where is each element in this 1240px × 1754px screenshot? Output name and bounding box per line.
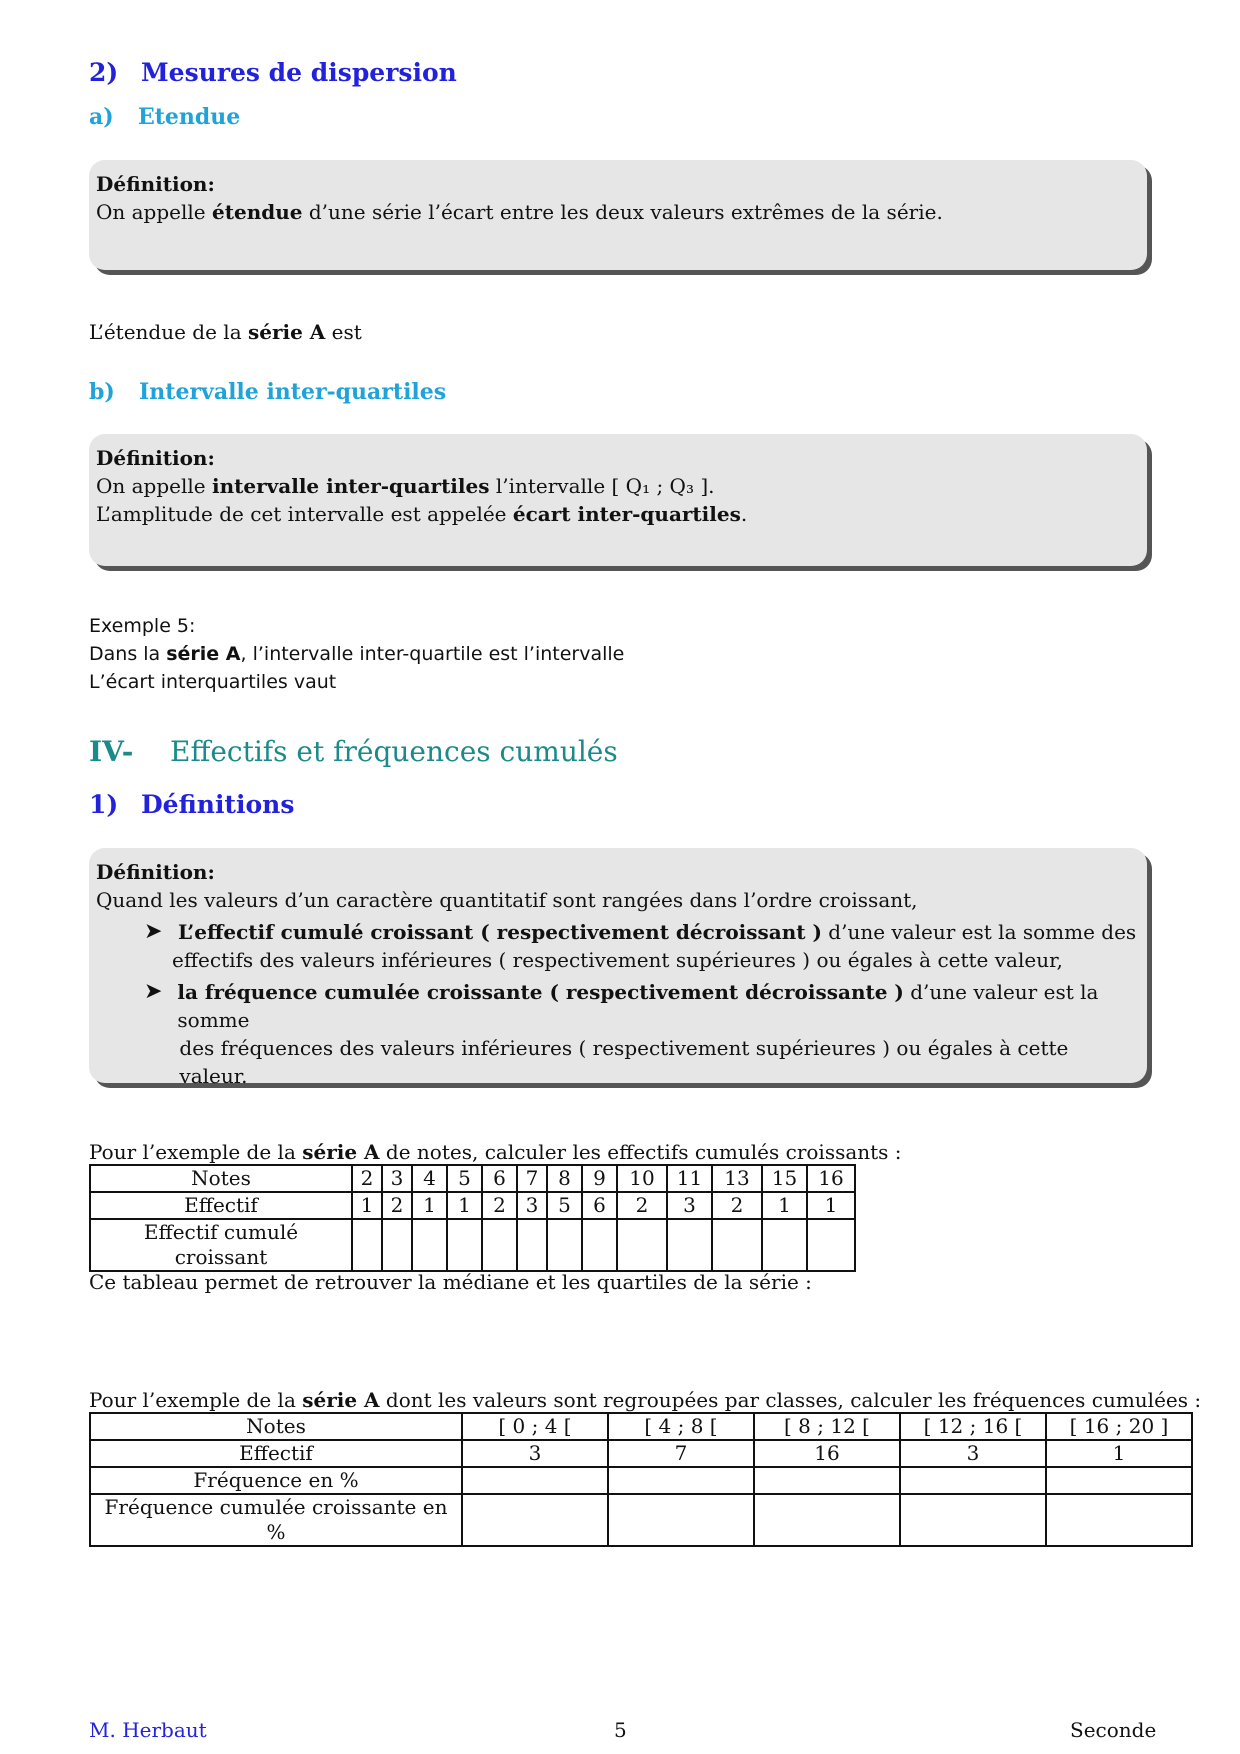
table-cell: 16: [807, 1165, 855, 1192]
footer-page-number: 5: [614, 1718, 627, 1742]
table-row: [90, 1467, 1192, 1494]
table-cell: 6: [482, 1165, 517, 1192]
empty-answer-cell[interactable]: [608, 1494, 754, 1546]
definition-title: Définition:: [96, 860, 215, 884]
subheading-etendue: a) Etendue: [89, 104, 241, 130]
footer-author: M. Herbaut: [89, 1718, 207, 1742]
table-cell: 1: [352, 1192, 382, 1219]
bullet-effectif-cumule: ➤ L’effectif cumulé croissant ( respectivement décroissant ) d’une valeur est la somme des effectifs des valeurs inférieures ( respectivement supérieures ) ou égales à cette valeur,: [96, 918, 1140, 974]
subheading-interquartiles: b) Intervalle inter-quartiles: [89, 379, 447, 405]
table-cell: 4: [412, 1165, 447, 1192]
definition-box-interquartiles: [89, 434, 1147, 566]
table-cell: 1: [807, 1192, 855, 1219]
table-cell: 13: [712, 1165, 762, 1192]
table-cell: 15: [762, 1165, 807, 1192]
table-cell: 2: [712, 1192, 762, 1219]
table-cell: 3: [667, 1192, 712, 1219]
footer-class: Seconde: [1070, 1718, 1157, 1742]
table-cell: 3: [517, 1192, 547, 1219]
table-row: [90, 1413, 1192, 1440]
row-label: Notes: [90, 1165, 352, 1192]
empty-answer-cell[interactable]: [667, 1219, 712, 1271]
table-cell: 2: [352, 1165, 382, 1192]
table1-after-text: Ce tableau permet de retrouver la médiane et les quartiles de la série :: [89, 1270, 812, 1294]
table-cell: 16: [754, 1440, 900, 1467]
definition-box-cumules: [89, 848, 1147, 1088]
row-label: Effectif: [90, 1192, 352, 1219]
empty-answer-cell[interactable]: [608, 1467, 754, 1494]
definition-line-1: On appelle intervalle inter-quartiles l’intervalle [ Q₁ ; Q₃ ].: [96, 474, 715, 498]
table-row: [90, 1165, 855, 1192]
table1-intro: Pour l’exemple de la série A de notes, calculer les effectifs cumulés croissants :: [89, 1140, 902, 1164]
table-cell: 5: [547, 1192, 582, 1219]
empty-answer-cell[interactable]: [412, 1219, 447, 1271]
empty-answer-cell[interactable]: [582, 1219, 617, 1271]
table-cell: 10: [617, 1165, 667, 1192]
table-cell: 7: [517, 1165, 547, 1192]
empty-answer-cell[interactable]: [462, 1467, 608, 1494]
exemple-title: Exemple 5:: [89, 615, 196, 637]
empty-answer-cell[interactable]: [1046, 1467, 1192, 1494]
table-cell: 11: [667, 1165, 712, 1192]
row-label: Effectif: [90, 1440, 462, 1467]
exemple-line-2: L’écart interquartiles vaut: [89, 671, 337, 693]
table-cell: 7: [608, 1440, 754, 1467]
exemple-5: [89, 612, 624, 696]
table-cell: 5: [447, 1165, 482, 1192]
table-cell: [ 4 ; 8 [: [608, 1413, 754, 1440]
table-cell: 3: [900, 1440, 1046, 1467]
empty-answer-cell[interactable]: [352, 1219, 382, 1271]
etendue-statement: L’étendue de la série A est: [89, 320, 362, 344]
table-cell: 9: [582, 1165, 617, 1192]
empty-answer-cell[interactable]: [762, 1219, 807, 1271]
empty-answer-cell[interactable]: [517, 1219, 547, 1271]
definition-intro: Quand les valeurs d’un caractère quantitatif sont rangées dans l’ordre croissant,: [96, 888, 918, 912]
definition-line-2: L’amplitude de cet intervalle est appelée écart inter-quartiles.: [96, 502, 748, 526]
row-label: Fréquence cumulée croissante en %: [90, 1494, 462, 1546]
table-cell: 1: [447, 1192, 482, 1219]
arrowhead-bullet-icon: ➤: [144, 979, 163, 1004]
empty-answer-cell[interactable]: [754, 1467, 900, 1494]
table-row: [90, 1494, 1192, 1546]
table-cell: 1: [412, 1192, 447, 1219]
table-cell: [ 8 ; 12 [: [754, 1413, 900, 1440]
row-label: Notes: [90, 1413, 462, 1440]
table2-intro: Pour l’exemple de la série A dont les valeurs sont regroupées par classes, calculer les fréquences cumulées :: [89, 1388, 1202, 1412]
empty-answer-cell[interactable]: [482, 1219, 517, 1271]
table-cell: [ 16 ; 20 ]: [1046, 1413, 1192, 1440]
empty-answer-cell[interactable]: [462, 1494, 608, 1546]
table-cell: 2: [382, 1192, 412, 1219]
table-cell: 1: [1046, 1440, 1192, 1467]
table-cell: 3: [382, 1165, 412, 1192]
table-cell: 2: [482, 1192, 517, 1219]
empty-answer-cell[interactable]: [900, 1467, 1046, 1494]
definition-text: On appelle étendue d’une série l’écart entre les deux valeurs extrêmes de la série.: [96, 200, 943, 224]
empty-answer-cell[interactable]: [447, 1219, 482, 1271]
empty-answer-cell[interactable]: [617, 1219, 667, 1271]
definition-title: Définition:: [96, 446, 215, 470]
row-label: Effectif cumulé croissant: [90, 1219, 352, 1271]
empty-answer-cell[interactable]: [754, 1494, 900, 1546]
table-row: [90, 1192, 855, 1219]
table-frequences-cumulees: [89, 1412, 1193, 1547]
subheading-definitions: 1) Définitions: [89, 790, 295, 819]
section-heading-dispersion: 2) Mesures de dispersion: [89, 58, 457, 87]
empty-answer-cell[interactable]: [382, 1219, 412, 1271]
table-cell: 8: [547, 1165, 582, 1192]
section-heading-iv: IV- Effectifs et fréquences cumulés: [89, 735, 618, 768]
empty-answer-cell[interactable]: [1046, 1494, 1192, 1546]
table-cell: 2: [617, 1192, 667, 1219]
table-cell: 1: [762, 1192, 807, 1219]
empty-answer-cell[interactable]: [547, 1219, 582, 1271]
empty-answer-cell[interactable]: [807, 1219, 855, 1271]
bullet-frequence-cumulee: ➤ la fréquence cumulée croissante ( respectivement décroissante ) d’une valeur est la somme des fréquences des valeurs inférieures ( respectivement supérieures ) ou égales à cette valeur.: [96, 978, 1140, 1090]
definition-title: Définition:: [96, 172, 215, 196]
table-row: [90, 1219, 855, 1271]
arrowhead-bullet-icon: ➤: [144, 919, 163, 944]
table-cell: [ 0 ; 4 [: [462, 1413, 608, 1440]
table-cell: 3: [462, 1440, 608, 1467]
table-row: [90, 1440, 1192, 1467]
row-label: Fréquence en %: [90, 1467, 462, 1494]
empty-answer-cell[interactable]: [900, 1494, 1046, 1546]
table-cell: [ 12 ; 16 [: [900, 1413, 1046, 1440]
table-cell: 6: [582, 1192, 617, 1219]
empty-answer-cell[interactable]: [712, 1219, 762, 1271]
exemple-line-1: Dans la série A, l’intervalle inter-quartile est l’intervalle: [89, 643, 625, 665]
definition-box-etendue: [89, 160, 1147, 270]
table-effectifs-cumules: [89, 1164, 856, 1272]
